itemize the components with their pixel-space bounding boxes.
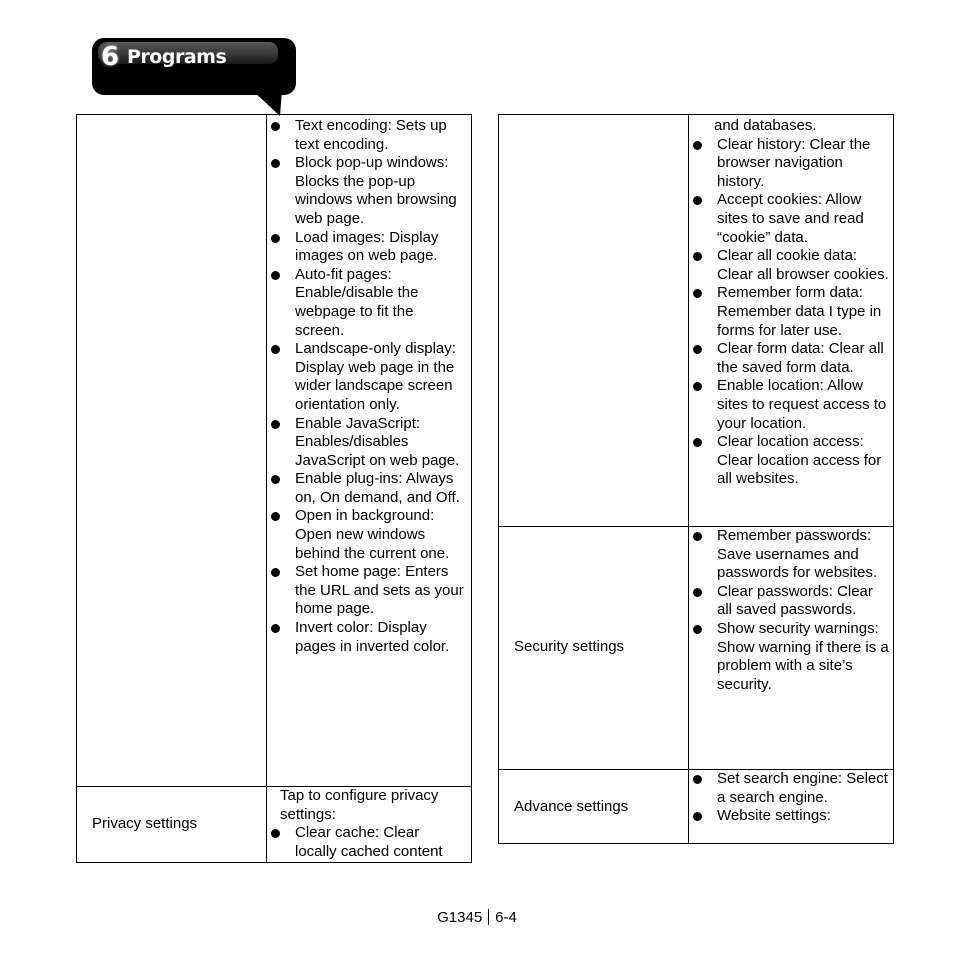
column-divider	[688, 115, 689, 843]
general-settings-list	[269, 117, 464, 656]
list-item: Enable plug-ins: Always on, On demand, and Off.	[269, 470, 464, 507]
column-divider	[266, 115, 267, 862]
page-number: 6-4	[495, 909, 517, 926]
advance-settings-label: Advance settings	[514, 798, 629, 815]
list-item: Text encoding: Sets up text encoding.	[269, 117, 464, 154]
chapter-number: 6	[101, 42, 120, 72]
list-item: Block pop-up windows: Blocks the pop-up windows when browsing web page.	[269, 154, 464, 228]
list-item: Enable JavaScript: Enables/disables JavaScript on web page.	[269, 415, 464, 471]
list-item: Set home page: Enters the URL and sets as your home page.	[269, 563, 464, 619]
list-item: Auto-fit pages: Enable/disable the webpage to fit the screen.	[269, 266, 464, 340]
list-item: Enable location: Allow sites to request access to your location.	[691, 377, 889, 433]
list-item: Show security warnings: Show warning if there is a problem with a site’s security.	[691, 620, 889, 694]
list-item: Landscape-only display: Display web page in the wider landscape screen orientation only.	[269, 340, 464, 414]
list-item: Clear history: Clear the browser navigation history.	[691, 136, 889, 192]
privacy-settings-label: Privacy settings	[92, 815, 198, 832]
list-item: Open in background: Open new windows behind the current one.	[269, 507, 464, 563]
privacy-continued-fragment: and databases.	[714, 117, 817, 134]
privacy-intro: Tap to configure privacy settings:	[280, 787, 439, 823]
security-settings-label: Security settings	[514, 638, 625, 655]
left-settings-table	[76, 114, 472, 863]
footer-separator	[488, 909, 489, 925]
page-footer	[0, 909, 954, 926]
list-item: Website settings:	[691, 807, 889, 826]
list-item: Clear passwords: Clear all saved passwords.	[691, 583, 889, 620]
chapter-header	[92, 38, 296, 95]
list-item: Remember form data: Remember data I type in forms for later use.	[691, 284, 889, 340]
list-item: Clear cache: Clear locally cached content	[269, 824, 464, 861]
advance-settings-list	[691, 770, 889, 826]
list-item: Clear form data: Clear all the saved form data.	[691, 340, 889, 377]
list-item: Clear location access: Clear location access for all websites.	[691, 433, 889, 489]
chapter-title: Programs	[127, 46, 227, 68]
privacy-continued-list	[691, 136, 889, 489]
list-item: Set search engine: Select a search engine.	[691, 770, 889, 807]
security-settings-list	[691, 527, 889, 694]
privacy-settings-list	[269, 824, 464, 861]
list-item: Invert color: Display pages in inverted color.	[269, 619, 464, 656]
model-number: G1345	[437, 909, 483, 926]
right-settings-table	[498, 114, 894, 844]
list-item: Load images: Display images on web page.	[269, 229, 464, 266]
list-item: Accept cookies: Allow sites to save and read “cookie” data.	[691, 191, 889, 247]
list-item: Clear all cookie data: Clear all browser cookies.	[691, 247, 889, 284]
list-item: Remember passwords: Save usernames and passwords for websites.	[691, 527, 889, 583]
